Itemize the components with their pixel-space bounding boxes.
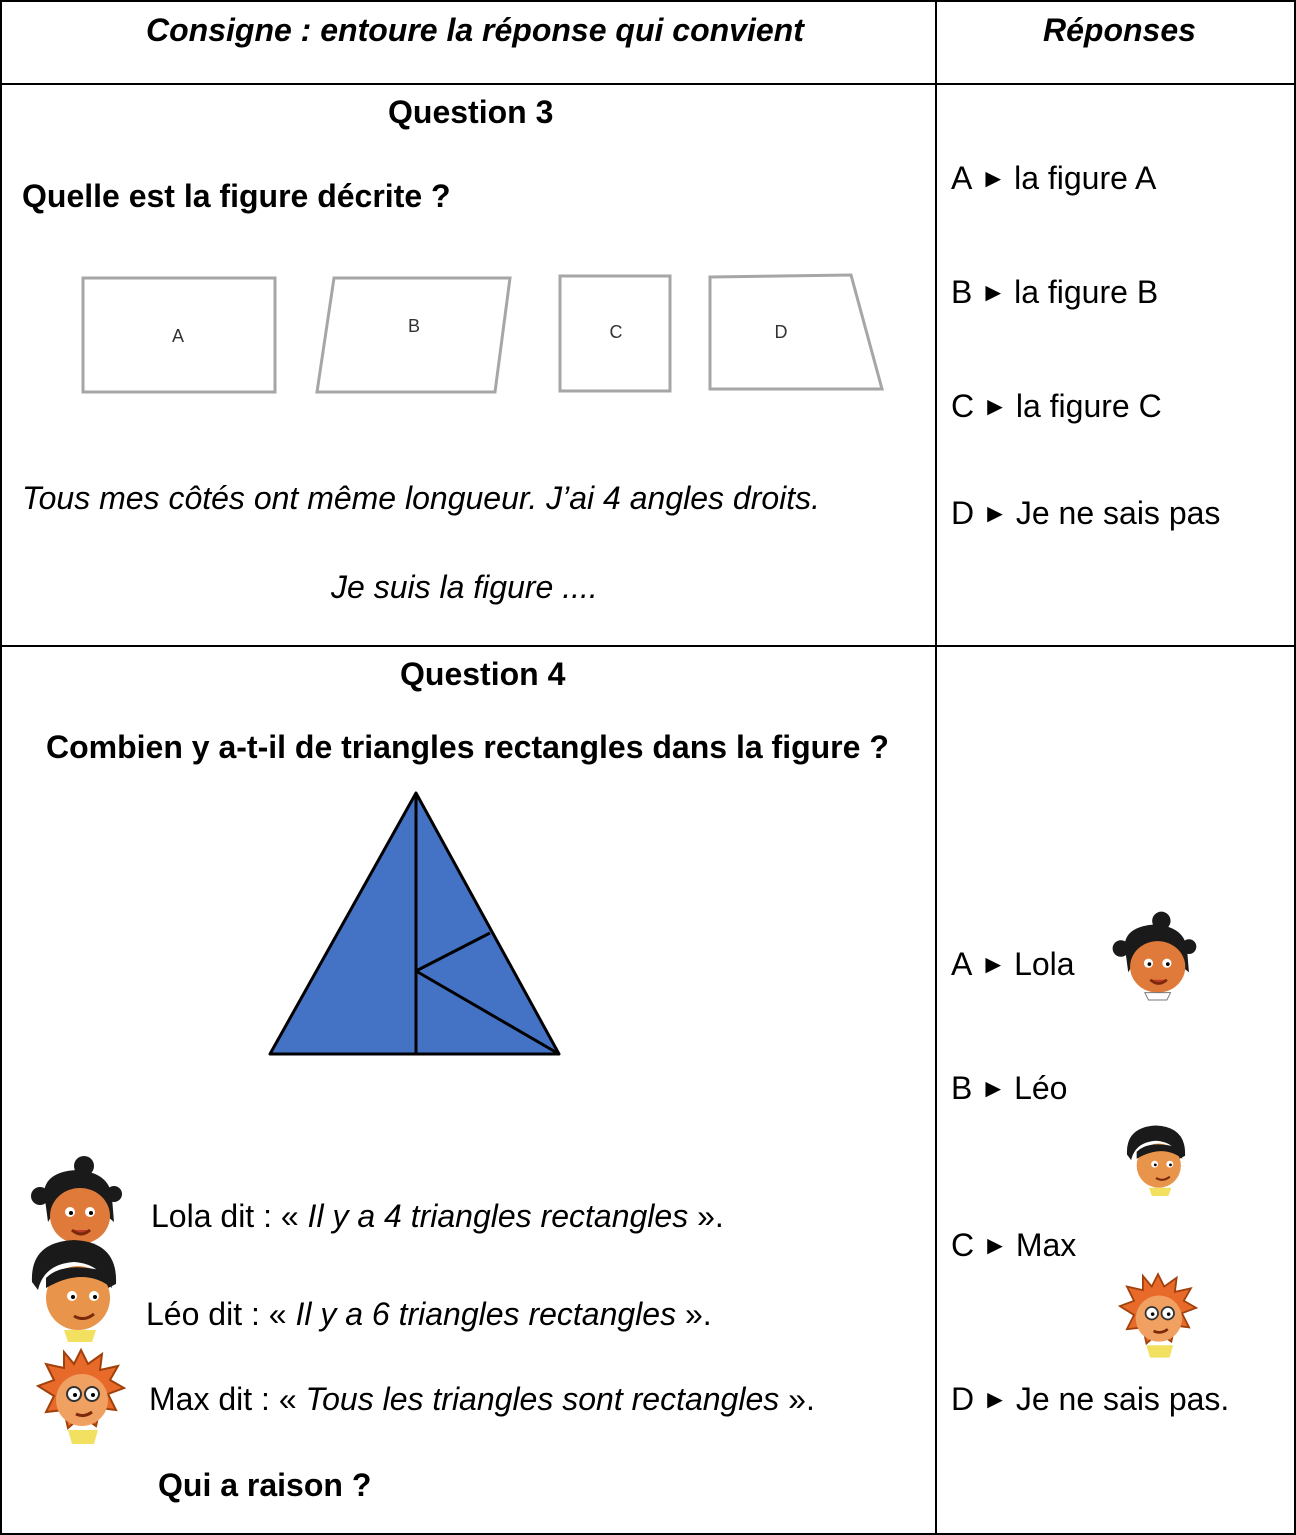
answers-header: Réponses <box>1043 12 1196 48</box>
answer-letter: A <box>951 160 973 196</box>
answer-text: la figure A <box>1014 160 1157 196</box>
answer-text: Lola <box>1014 946 1075 982</box>
question-4-title: Question 4 <box>400 656 566 692</box>
q3-answer-d[interactable] <box>951 497 1220 529</box>
answer-text: la figure B <box>1014 274 1159 310</box>
max-avatar-icon <box>36 1346 126 1446</box>
answer-text: Max <box>1015 1227 1077 1263</box>
right-triangles-figure <box>262 785 572 1065</box>
answer-text: Je ne sais pas <box>1015 495 1221 531</box>
figure-d-trapezoid <box>710 275 882 389</box>
max-answer-avatar-icon <box>1118 1270 1198 1360</box>
question-3-statement: Tous mes côtés ont même longueur. J’ai 4 angles droits. <box>22 480 821 516</box>
question-3-prompt: Quelle est la figure décrite ? <box>22 178 451 214</box>
figure-label-b: B <box>407 316 421 336</box>
max-statement: Max dit : « Tous les triangles sont rectangles ». <box>149 1381 815 1417</box>
q4-answer-a[interactable] <box>951 948 1075 980</box>
play-arrow-icon: ► <box>982 391 1008 421</box>
answer-letter: C <box>951 1227 975 1263</box>
play-arrow-icon: ► <box>982 1230 1008 1260</box>
play-arrow-icon: ► <box>982 498 1008 528</box>
q4-answer-b[interactable] <box>951 1072 1067 1104</box>
question-3-title: Question 3 <box>388 94 554 130</box>
leo-answer-avatar-icon <box>1116 1120 1196 1196</box>
instruction-header: Consigne : entoure la réponse qui convient <box>146 12 804 48</box>
figure-label-d: D <box>774 322 788 342</box>
q3-answer-c[interactable] <box>951 390 1162 422</box>
figure-label-a: A <box>171 326 185 346</box>
answer-letter: C <box>951 388 975 424</box>
answer-letter: D <box>951 495 975 531</box>
leo-statement: Léo dit : « Il y a 6 triangles rectangles ». <box>146 1296 712 1332</box>
answer-text: Je ne sais pas. <box>1015 1381 1230 1417</box>
answer-text: Léo <box>1014 1070 1068 1106</box>
lola-statement: Lola dit : « Il y a 4 triangles rectangles ». <box>151 1198 724 1234</box>
question-4-prompt: Combien y a-t-il de triangles rectangles dans la figure ? <box>46 729 889 765</box>
question-3-statement-2: Je suis la figure .... <box>331 569 598 605</box>
answer-letter: D <box>951 1381 975 1417</box>
play-arrow-icon: ► <box>980 1073 1007 1103</box>
question-4-who-is-right: Qui a raison ? <box>158 1467 372 1503</box>
q3-answer-b[interactable] <box>951 276 1158 308</box>
play-arrow-icon: ► <box>980 949 1007 979</box>
play-arrow-icon: ► <box>980 277 1007 307</box>
leo-avatar-icon <box>24 1232 124 1342</box>
answer-letter: A <box>951 946 973 982</box>
answer-letter: B <box>951 274 973 310</box>
q4-answer-d[interactable] <box>951 1383 1229 1415</box>
lola-answer-avatar-icon <box>1108 906 1200 1002</box>
q3-answer-a[interactable] <box>951 162 1156 194</box>
quadrilateral-figures <box>70 262 900 402</box>
answer-text: la figure C <box>1015 388 1162 424</box>
play-arrow-icon: ► <box>980 163 1007 193</box>
answer-letter: B <box>951 1070 973 1106</box>
play-arrow-icon: ► <box>982 1384 1008 1414</box>
figure-label-c: C <box>609 322 623 342</box>
q4-answer-c[interactable] <box>951 1229 1076 1261</box>
